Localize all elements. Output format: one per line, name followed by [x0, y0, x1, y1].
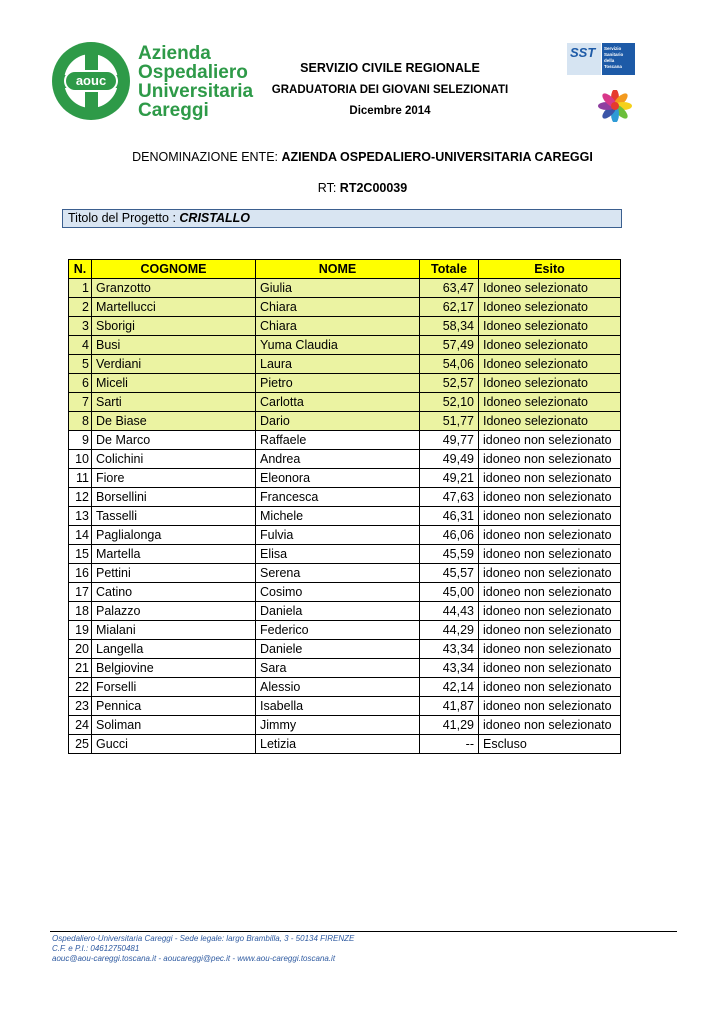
servizio-civile-flower-icon [595, 90, 635, 122]
cell-cognome: Mialani [92, 621, 256, 640]
cell-esito: idoneo non selezionato [479, 431, 621, 450]
cell-totale: -- [420, 735, 479, 754]
cell-totale: 43,34 [420, 659, 479, 678]
cell-nome: Michele [256, 507, 420, 526]
cell-esito: Idoneo selezionato [479, 355, 621, 374]
cell-cognome: Tasselli [92, 507, 256, 526]
cell-esito: Idoneo selezionato [479, 298, 621, 317]
cell-cognome: De Biase [92, 412, 256, 431]
cell-nome: Letizia [256, 735, 420, 754]
table-row [69, 564, 621, 583]
cell-number: 11 [69, 469, 92, 488]
cell-nome: Andrea [256, 450, 420, 469]
cell-nome: Daniele [256, 640, 420, 659]
cell-esito: idoneo non selezionato [479, 583, 621, 602]
cell-number: 15 [69, 545, 92, 564]
document-header [240, 61, 540, 118]
cell-esito: Idoneo selezionato [479, 374, 621, 393]
header-line-1: SERVIZIO CIVILE REGIONALE [300, 61, 480, 75]
aouc-logo [52, 42, 252, 122]
cell-cognome: Pettini [92, 564, 256, 583]
table-row [69, 735, 621, 754]
table-row [69, 298, 621, 317]
cell-cognome: Fiore [92, 469, 256, 488]
header-line-2: GRADUATORIA DEI GIOVANI SELEZIONATI [271, 84, 509, 96]
table-row [69, 374, 621, 393]
header-nome: NOME [256, 260, 420, 279]
cell-esito: idoneo non selezionato [479, 716, 621, 735]
cell-esito: idoneo non selezionato [479, 678, 621, 697]
cell-number: 7 [69, 393, 92, 412]
project-title: Titolo del Progetto : CRISTALLO [62, 209, 622, 228]
cell-number: 22 [69, 678, 92, 697]
cell-totale: 57,49 [420, 336, 479, 355]
table-row [69, 393, 621, 412]
cell-esito: idoneo non selezionato [479, 640, 621, 659]
cell-nome: Sara [256, 659, 420, 678]
footer-contacts: aouc@aou-careggi.toscana.it - aoucareggi@pec.it - www.aou-careggi.toscana.it [52, 954, 336, 963]
cell-esito: idoneo non selezionato [479, 564, 621, 583]
cell-number: 8 [69, 412, 92, 431]
cell-cognome: Sborigi [92, 317, 256, 336]
cell-number: 25 [69, 735, 92, 754]
cell-totale: 43,34 [420, 640, 479, 659]
cell-totale: 51,77 [420, 412, 479, 431]
cell-esito: Idoneo selezionato [479, 336, 621, 355]
cell-totale: 45,59 [420, 545, 479, 564]
cell-nome: Francesca [256, 488, 420, 507]
logo-name: Azienda Ospedaliero Universitaria Careggi [138, 43, 254, 121]
sst-abbr: SST [570, 45, 596, 60]
cell-nome: Giulia [256, 279, 420, 298]
ranking-table [68, 259, 621, 754]
cell-totale: 41,29 [420, 716, 479, 735]
rt-code: RT: RT2C00039 [317, 181, 408, 195]
table-row [69, 317, 621, 336]
table-row [69, 488, 621, 507]
cell-esito: Idoneo selezionato [479, 317, 621, 336]
cell-cognome: Gucci [92, 735, 256, 754]
cell-cognome: Colichini [92, 450, 256, 469]
table-row [69, 716, 621, 735]
cell-number: 16 [69, 564, 92, 583]
cell-totale: 62,17 [420, 298, 479, 317]
cell-cognome: Miceli [92, 374, 256, 393]
cell-number: 24 [69, 716, 92, 735]
table-header-row [69, 260, 621, 279]
cell-esito: idoneo non selezionato [479, 526, 621, 545]
cell-nome: Isabella [256, 697, 420, 716]
cell-number: 4 [69, 336, 92, 355]
cell-esito: idoneo non selezionato [479, 659, 621, 678]
cell-number: 21 [69, 659, 92, 678]
cell-nome: Eleonora [256, 469, 420, 488]
cell-number: 17 [69, 583, 92, 602]
cell-totale: 46,06 [420, 526, 479, 545]
cell-totale: 49,77 [420, 431, 479, 450]
table-row [69, 659, 621, 678]
cell-esito: idoneo non selezionato [479, 488, 621, 507]
cell-nome: Elisa [256, 545, 420, 564]
table-row [69, 469, 621, 488]
header-totale: Totale [420, 260, 479, 279]
cell-esito: Escluso [479, 735, 621, 754]
cell-nome: Raffaele [256, 431, 420, 450]
cell-cognome: Palazzo [92, 602, 256, 621]
cell-esito: idoneo non selezionato [479, 469, 621, 488]
sst-logo [567, 43, 635, 75]
header-n: N. [69, 260, 92, 279]
cell-esito: Idoneo selezionato [479, 279, 621, 298]
table-row [69, 412, 621, 431]
cell-totale: 44,43 [420, 602, 479, 621]
cell-cognome: Soliman [92, 716, 256, 735]
table-row [69, 621, 621, 640]
cell-totale: 42,14 [420, 678, 479, 697]
cell-cognome: Martellucci [92, 298, 256, 317]
cell-number: 3 [69, 317, 92, 336]
cell-totale: 47,63 [420, 488, 479, 507]
footer-address: Ospedaliero-Universitaria Careggi - Sede legale: largo Brambilla, 3 - 50134 FIRENZE [52, 934, 355, 943]
cell-number: 19 [69, 621, 92, 640]
cell-totale: 63,47 [420, 279, 479, 298]
header-esito: Esito [479, 260, 621, 279]
cell-cognome: Busi [92, 336, 256, 355]
footer-tax-id: C.F. e P.I.: 04612750481 [52, 944, 140, 953]
table-row [69, 336, 621, 355]
cell-totale: 45,00 [420, 583, 479, 602]
cell-esito: idoneo non selezionato [479, 545, 621, 564]
cell-esito: idoneo non selezionato [479, 507, 621, 526]
cell-nome: Pietro [256, 374, 420, 393]
cell-number: 10 [69, 450, 92, 469]
cell-cognome: Pennica [92, 697, 256, 716]
cell-number: 13 [69, 507, 92, 526]
cell-cognome: Paglialonga [92, 526, 256, 545]
cell-number: 6 [69, 374, 92, 393]
cell-nome: Jimmy [256, 716, 420, 735]
cell-cognome: Martella [92, 545, 256, 564]
cell-esito: idoneo non selezionato [479, 621, 621, 640]
cell-cognome: Verdiani [92, 355, 256, 374]
footer-divider [50, 931, 677, 932]
table-row [69, 355, 621, 374]
sst-text: Servizio Sanitario della Toscana [602, 43, 635, 75]
footer [52, 934, 354, 964]
cell-number: 18 [69, 602, 92, 621]
table-row [69, 526, 621, 545]
cell-totale: 58,34 [420, 317, 479, 336]
table-row [69, 431, 621, 450]
cell-totale: 46,31 [420, 507, 479, 526]
header-cognome: COGNOME [92, 260, 256, 279]
cell-cognome: Belgiovine [92, 659, 256, 678]
cell-number: 23 [69, 697, 92, 716]
cell-totale: 45,57 [420, 564, 479, 583]
cell-totale: 49,49 [420, 450, 479, 469]
cell-totale: 41,87 [420, 697, 479, 716]
cell-nome: Laura [256, 355, 420, 374]
cell-nome: Yuma Claudia [256, 336, 420, 355]
cell-nome: Daniela [256, 602, 420, 621]
table-row [69, 450, 621, 469]
cell-nome: Dario [256, 412, 420, 431]
cell-number: 1 [69, 279, 92, 298]
table-row [69, 602, 621, 621]
cell-number: 9 [69, 431, 92, 450]
cell-nome: Cosimo [256, 583, 420, 602]
cell-number: 12 [69, 488, 92, 507]
table-row [69, 583, 621, 602]
cell-nome: Chiara [256, 298, 420, 317]
table-row [69, 507, 621, 526]
table-row [69, 697, 621, 716]
header-date: Dicembre 2014 [349, 105, 431, 117]
cell-totale: 52,57 [420, 374, 479, 393]
cell-nome: Alessio [256, 678, 420, 697]
table-row [69, 545, 621, 564]
cell-nome: Serena [256, 564, 420, 583]
cell-esito: idoneo non selezionato [479, 602, 621, 621]
cell-totale: 44,29 [420, 621, 479, 640]
table-row [69, 678, 621, 697]
cell-cognome: Borsellini [92, 488, 256, 507]
cell-cognome: De Marco [92, 431, 256, 450]
cell-esito: idoneo non selezionato [479, 450, 621, 469]
cell-cognome: Sarti [92, 393, 256, 412]
cell-nome: Chiara [256, 317, 420, 336]
cell-number: 20 [69, 640, 92, 659]
table-row [69, 279, 621, 298]
logo-emblem [52, 42, 130, 120]
table-row [69, 640, 621, 659]
cell-cognome: Catino [92, 583, 256, 602]
cell-totale: 49,21 [420, 469, 479, 488]
logo-badge: aouc [64, 70, 118, 92]
cell-cognome: Granzotto [92, 279, 256, 298]
denominazione-ente: DENOMINAZIONE ENTE: AZIENDA OSPEDALIERO-UNIVERSITARIA CAREGGI [132, 150, 593, 164]
cell-nome: Federico [256, 621, 420, 640]
cell-nome: Fulvia [256, 526, 420, 545]
cell-number: 2 [69, 298, 92, 317]
cell-totale: 52,10 [420, 393, 479, 412]
cell-totale: 54,06 [420, 355, 479, 374]
cell-esito: Idoneo selezionato [479, 393, 621, 412]
cell-nome: Carlotta [256, 393, 420, 412]
cell-cognome: Forselli [92, 678, 256, 697]
cell-number: 14 [69, 526, 92, 545]
cell-number: 5 [69, 355, 92, 374]
cell-cognome: Langella [92, 640, 256, 659]
cell-esito: Idoneo selezionato [479, 412, 621, 431]
cell-esito: idoneo non selezionato [479, 697, 621, 716]
